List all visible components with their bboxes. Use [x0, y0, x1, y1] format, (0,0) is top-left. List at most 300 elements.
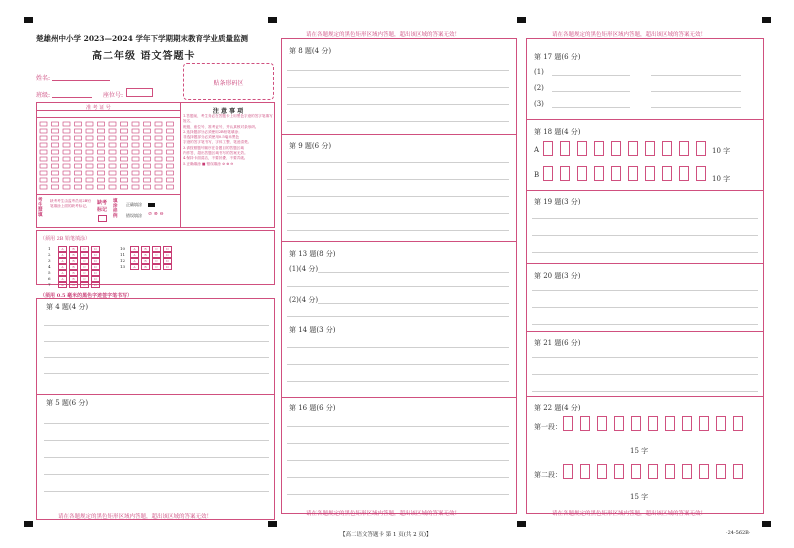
writing-cell[interactable]	[628, 141, 638, 156]
writing-cell[interactable]	[631, 464, 641, 479]
divider	[526, 190, 764, 191]
exam-number-bubble[interactable]	[40, 185, 47, 189]
exam-number-bubble[interactable]	[98, 171, 105, 175]
exam-number-bubble[interactable]	[40, 150, 47, 154]
choice-right-group[interactable]	[120, 246, 174, 270]
exam-number-bubble[interactable]	[167, 150, 174, 154]
divider	[36, 394, 275, 395]
writing-cell[interactable]	[577, 141, 587, 156]
exam-number-bubble[interactable]	[63, 157, 70, 161]
writing-cell[interactable]	[563, 464, 573, 479]
exam-number-bubble[interactable]	[40, 178, 47, 182]
choice-bubble[interactable]: C	[80, 246, 89, 252]
exam-number-bubble[interactable]	[98, 122, 105, 126]
answer-line[interactable]	[651, 75, 741, 76]
choice-bubble[interactable]: B	[141, 264, 150, 270]
exam-number-bubble[interactable]	[86, 185, 93, 189]
answer-line[interactable]	[287, 443, 509, 444]
writing-cell[interactable]	[580, 416, 590, 431]
choice-bubble[interactable]: D	[91, 276, 100, 282]
answer-line[interactable]	[532, 290, 758, 291]
writing-cell[interactable]	[628, 166, 638, 181]
writing-cell[interactable]	[543, 166, 553, 181]
choice-bubble[interactable]: C	[80, 258, 89, 264]
answer-line[interactable]	[651, 107, 741, 108]
exam-number-bubble[interactable]	[167, 185, 174, 189]
choice-bubble[interactable]: B	[141, 252, 150, 258]
exam-number-bubble[interactable]	[144, 185, 151, 189]
exam-number-bubble[interactable]	[132, 136, 139, 140]
exam-number-bubble[interactable]	[132, 185, 139, 189]
class-field[interactable]	[52, 97, 92, 98]
exam-number-bubbles[interactable]	[36, 120, 180, 192]
choice-bubble[interactable]: D	[91, 258, 100, 264]
choice-bubble[interactable]: A	[58, 276, 67, 282]
writing-cell[interactable]	[631, 416, 641, 431]
exam-number-bubble[interactable]	[40, 171, 47, 175]
writing-cell[interactable]	[662, 141, 672, 156]
writing-cell[interactable]	[611, 166, 621, 181]
q18-title: 第 18 题(4 分)	[534, 128, 581, 136]
exam-number-bubble[interactable]	[40, 122, 47, 126]
exam-number-bubble[interactable]	[155, 136, 162, 140]
choice-bubble[interactable]: B	[69, 246, 78, 252]
exam-number-bubble[interactable]	[63, 129, 70, 133]
exam-number-bubble[interactable]	[86, 136, 93, 140]
exam-number-bubble[interactable]	[167, 178, 174, 182]
answer-line[interactable]	[287, 494, 509, 495]
answer-line[interactable]	[532, 218, 758, 219]
writing-cell[interactable]	[648, 416, 658, 431]
exam-number-bubble[interactable]	[121, 171, 128, 175]
answer-line[interactable]	[44, 474, 269, 475]
choice-bubble[interactable]: C	[152, 264, 161, 270]
answer-line[interactable]	[287, 104, 509, 105]
answer-line[interactable]	[532, 357, 758, 358]
writing-cell[interactable]	[699, 416, 709, 431]
exam-number-label: 准 考 证 号	[86, 105, 111, 111]
exam-number-bubble[interactable]	[52, 171, 59, 175]
choice-bubble[interactable]: D	[91, 282, 100, 288]
exam-number-bubble[interactable]	[155, 122, 162, 126]
answer-line[interactable]	[552, 75, 630, 76]
exam-number-bubble[interactable]	[109, 171, 116, 175]
writing-cell[interactable]	[560, 141, 570, 156]
exam-number-bubble[interactable]	[63, 150, 70, 154]
writing-cell[interactable]	[543, 141, 553, 156]
choice-bubble[interactable]: B	[141, 258, 150, 264]
exam-number-bubble[interactable]	[109, 122, 116, 126]
divider	[36, 194, 180, 195]
writing-cell[interactable]	[733, 416, 743, 431]
exam-number-bubble[interactable]	[144, 178, 151, 182]
exam-number-bubble[interactable]	[75, 171, 82, 175]
answer-line[interactable]	[532, 307, 758, 308]
choice-bubble[interactable]: D	[163, 246, 172, 252]
exam-number-bubble[interactable]	[52, 143, 59, 147]
exam-number-bubble[interactable]	[52, 136, 59, 140]
choice-left-group[interactable]	[48, 246, 102, 288]
exam-number-bubble[interactable]	[63, 178, 70, 182]
exam-number-bubble[interactable]	[121, 185, 128, 189]
answer-line[interactable]	[532, 235, 758, 236]
answer-line[interactable]	[287, 121, 509, 122]
exam-number-bubble[interactable]	[167, 164, 174, 168]
exam-number-bubble[interactable]	[86, 164, 93, 168]
writing-cell[interactable]	[716, 416, 726, 431]
q22-p2-label: 第二段：	[534, 471, 562, 479]
choice-bubble[interactable]: C	[80, 264, 89, 270]
choice-bubble[interactable]: C	[152, 246, 161, 252]
q22-title: 第 22 题(4 分)	[534, 404, 581, 412]
exam-number-bubble[interactable]	[121, 136, 128, 140]
exam-number-bubble[interactable]	[86, 178, 93, 182]
writing-cell[interactable]	[563, 416, 573, 431]
exam-number-bubble[interactable]	[86, 157, 93, 161]
choice-bubble[interactable]: A	[130, 252, 139, 258]
writing-cell[interactable]	[645, 141, 655, 156]
exam-number-bubble[interactable]	[144, 143, 151, 147]
writing-cell[interactable]	[716, 464, 726, 479]
answer-line[interactable]	[287, 426, 509, 427]
exam-number-bubble[interactable]	[155, 178, 162, 182]
exam-number-bubble[interactable]	[86, 150, 93, 154]
divider	[281, 134, 517, 135]
writing-cell[interactable]	[699, 464, 709, 479]
exam-number-bubble[interactable]	[52, 178, 59, 182]
exam-number-bubble[interactable]	[132, 164, 139, 168]
choice-bubble[interactable]: C	[152, 258, 161, 264]
choice-bubble[interactable]: A	[58, 270, 67, 276]
exam-number-bubble[interactable]	[98, 178, 105, 182]
exam-number-bubble[interactable]	[52, 157, 59, 161]
answer-line[interactable]	[287, 364, 509, 365]
exam-number-grid[interactable]	[36, 117, 180, 118]
exam-number-bubble[interactable]	[75, 143, 82, 147]
exam-number-bubble[interactable]	[40, 129, 47, 133]
exam-number-bubble[interactable]	[98, 185, 105, 189]
exam-number-bubble[interactable]	[63, 122, 70, 126]
answer-line[interactable]	[532, 252, 758, 253]
choice-bubble[interactable]: C	[80, 252, 89, 258]
writing-cell[interactable]	[733, 464, 743, 479]
exam-number-bubble[interactable]	[144, 164, 151, 168]
answer-line[interactable]	[552, 107, 630, 108]
exam-number-bubble[interactable]	[109, 143, 116, 147]
writing-cell[interactable]	[682, 416, 692, 431]
exam-number-bubble[interactable]	[98, 164, 105, 168]
choice-bubble[interactable]: B	[69, 252, 78, 258]
exam-number-bubble[interactable]	[52, 129, 59, 133]
answer-line[interactable]	[287, 87, 509, 88]
exam-number-bubble[interactable]	[132, 129, 139, 133]
q17-1-label: (1)	[534, 68, 544, 76]
writing-cell[interactable]	[662, 166, 672, 181]
answer-line[interactable]	[44, 357, 269, 358]
absent-checkbox[interactable]	[98, 215, 107, 222]
choice-row	[48, 282, 102, 288]
exam-number-bubble[interactable]	[167, 171, 174, 175]
writing-cell[interactable]	[594, 166, 604, 181]
exam-number-bubble[interactable]	[75, 129, 82, 133]
exam-number-bubble[interactable]	[121, 178, 128, 182]
answer-line[interactable]	[287, 213, 509, 214]
answer-line[interactable]	[287, 70, 509, 71]
exam-number-bubble[interactable]	[121, 122, 128, 126]
exam-number-bubble[interactable]	[155, 157, 162, 161]
exam-number-bubble[interactable]	[144, 171, 151, 175]
answer-line[interactable]	[532, 324, 758, 325]
writing-cell[interactable]	[679, 166, 689, 181]
exam-number-bubble[interactable]	[98, 136, 105, 140]
q21-title: 第 21 题(6 分)	[534, 339, 581, 347]
exam-number-bubble[interactable]	[63, 185, 70, 189]
exam-number-bubble[interactable]	[63, 171, 70, 175]
answer-line[interactable]	[532, 374, 758, 375]
choice-bubble[interactable]: C	[152, 252, 161, 258]
answer-line[interactable]	[287, 179, 509, 180]
exam-number-bubble[interactable]	[144, 136, 151, 140]
choice-bubble[interactable]: A	[130, 246, 139, 252]
exam-number-bubble[interactable]	[144, 129, 151, 133]
exam-number-bubble[interactable]	[121, 129, 128, 133]
notice-title: 注 意 事 项	[212, 108, 244, 115]
exam-number-bubble[interactable]	[132, 143, 139, 147]
exam-number-bubble[interactable]	[40, 143, 47, 147]
choice-bubble[interactable]: A	[58, 264, 67, 270]
answer-line[interactable]	[287, 286, 509, 287]
answer-line[interactable]	[287, 162, 509, 163]
wrong-fill-sample: ⊘ ⊗ ⊖	[148, 211, 164, 217]
exam-number-bubble[interactable]	[63, 164, 70, 168]
exam-number-bubble[interactable]	[98, 143, 105, 147]
choice-bubble[interactable]: A	[58, 246, 67, 252]
exam-number-bubble[interactable]	[75, 150, 82, 154]
exam-number-bubble[interactable]	[155, 164, 162, 168]
writing-cell[interactable]	[614, 464, 624, 479]
writing-cell[interactable]	[560, 166, 570, 181]
answer-line[interactable]	[318, 272, 509, 273]
notice-line: 内作答，超出答题区域书写的答案无效。	[183, 151, 248, 156]
writing-cell[interactable]	[648, 464, 658, 479]
answer-line[interactable]	[44, 440, 269, 441]
question-number: 5	[48, 270, 51, 275]
absent-label: 缺考标记	[96, 200, 107, 213]
choice-bubble[interactable]: D	[91, 252, 100, 258]
exam-number-bubble[interactable]	[144, 122, 151, 126]
exam-number-bubble[interactable]	[109, 185, 116, 189]
warning-text: 请在各题规定的黑色矩形区域内答题，超出该区域的答案无效！	[552, 32, 707, 38]
writing-cell[interactable]	[577, 166, 587, 181]
exam-number-bubble[interactable]	[167, 122, 174, 126]
choice-row	[120, 264, 174, 270]
q18-b-count: 10 字	[712, 175, 731, 183]
exam-number-bubble[interactable]	[75, 185, 82, 189]
exam-number-bubble[interactable]	[132, 150, 139, 154]
exam-number-bubble[interactable]	[40, 157, 47, 161]
notice-line: 5.正确填涂 ■ 错误填涂 ⊘ ⊗ ⊖	[183, 161, 234, 166]
answer-line[interactable]	[287, 381, 509, 382]
q22-p2-count: 15 字	[630, 493, 649, 501]
writing-cell[interactable]	[597, 416, 607, 431]
answer-line[interactable]	[44, 491, 269, 492]
answer-line[interactable]	[44, 325, 269, 326]
q13-2-label: (2)(4 分)	[289, 296, 319, 304]
writing-cell[interactable]	[696, 166, 706, 181]
answer-line[interactable]	[44, 423, 269, 424]
exam-number-bubble[interactable]	[155, 185, 162, 189]
exam-number-bubble[interactable]	[98, 157, 105, 161]
exam-number-bubble[interactable]	[75, 178, 82, 182]
exam-number-bubble[interactable]	[109, 164, 116, 168]
exam-number-bubble[interactable]	[109, 129, 116, 133]
answer-line[interactable]	[287, 477, 509, 478]
question-number: 3	[48, 258, 51, 263]
exam-number-bubble[interactable]	[167, 157, 174, 161]
choice-bubble[interactable]: B	[69, 270, 78, 276]
choice-bubble[interactable]: C	[80, 270, 89, 276]
answer-line[interactable]	[44, 457, 269, 458]
choice-bubble[interactable]: D	[91, 270, 100, 276]
notice-line: 1.答题前，考生务必在答题卡上用黑色字迹的签字笔填写姓名、	[183, 114, 273, 124]
exam-number-bubble[interactable]	[132, 178, 139, 182]
exam-number-bubble[interactable]	[86, 122, 93, 126]
exam-number-bubble[interactable]	[86, 129, 93, 133]
exam-number-bubble[interactable]	[109, 136, 116, 140]
absent-note: 缺考考生由监考员用2B铅笔填涂上面的缺考标记。	[50, 199, 91, 208]
answer-line[interactable]	[651, 91, 741, 92]
exam-number-bubble[interactable]	[132, 122, 139, 126]
exam-number-bubble[interactable]	[75, 136, 82, 140]
choice-bubble[interactable]: A	[130, 264, 139, 270]
question-number: 7	[48, 282, 51, 287]
choice-bubble[interactable]: B	[69, 282, 78, 288]
choice-bubble[interactable]: D	[91, 264, 100, 270]
question-number: 10	[120, 246, 126, 251]
exam-number-bubble[interactable]	[155, 171, 162, 175]
exam-number-bubble[interactable]	[144, 150, 151, 154]
choice-bubble[interactable]: A	[58, 258, 67, 264]
teacher-fill-label: 考生禁填	[38, 198, 43, 218]
choice-bubble[interactable]: A	[58, 282, 67, 288]
choice-bubble[interactable]: D	[91, 246, 100, 252]
registration-mark	[268, 17, 277, 23]
answer-line[interactable]	[287, 347, 509, 348]
exam-number-bubble[interactable]	[121, 150, 128, 154]
exam-number-bubble[interactable]	[132, 171, 139, 175]
exam-number-bubble[interactable]	[167, 136, 174, 140]
writing-cell[interactable]	[611, 141, 621, 156]
writing-cell[interactable]	[597, 464, 607, 479]
exam-number-bubble[interactable]	[63, 136, 70, 140]
warning-text: 请在各题规定的黑色矩形区域内答题，超出该区域的答案无效！	[306, 32, 461, 38]
exam-number-bubble[interactable]	[52, 185, 59, 189]
exam-number-bubble[interactable]	[132, 157, 139, 161]
choice-bubble[interactable]: B	[69, 258, 78, 264]
choice-bubble[interactable]: D	[163, 258, 172, 264]
answer-line[interactable]	[287, 196, 509, 197]
answer-line[interactable]	[287, 316, 509, 317]
name-field[interactable]	[52, 80, 110, 81]
exam-number-bubble[interactable]	[167, 143, 174, 147]
registration-mark	[268, 521, 277, 527]
answer-line[interactable]	[44, 341, 269, 342]
writing-cell[interactable]	[665, 464, 675, 479]
writing-cell[interactable]	[594, 141, 604, 156]
writing-cell[interactable]	[614, 416, 624, 431]
divider	[526, 263, 764, 264]
q20-title: 第 20 题(3 分)	[534, 272, 581, 280]
bubble-grid[interactable]	[36, 120, 180, 192]
exam-number-bubble[interactable]	[109, 178, 116, 182]
choice-bubble[interactable]: D	[163, 252, 172, 258]
writing-cell[interactable]	[580, 464, 590, 479]
writing-cell[interactable]	[665, 416, 675, 431]
answer-line[interactable]	[44, 373, 269, 374]
answer-line[interactable]	[287, 460, 509, 461]
exam-number-bubble[interactable]	[109, 157, 116, 161]
writing-cell[interactable]	[682, 464, 692, 479]
exam-number-bubble[interactable]	[52, 150, 59, 154]
choice-bubble[interactable]: B	[69, 276, 78, 282]
exam-number-bubble[interactable]	[98, 150, 105, 154]
exam-number-bubble[interactable]	[52, 122, 59, 126]
choice-bubble[interactable]: D	[163, 264, 172, 270]
writing-cell[interactable]	[696, 141, 706, 156]
exam-number-bubble[interactable]	[98, 129, 105, 133]
writing-cell[interactable]	[645, 166, 655, 181]
writing-cell[interactable]	[679, 141, 689, 156]
warning-text: 请在各题规定的黑色矩形区域内答题，超出该区域的答案无效！	[552, 511, 707, 517]
barcode-area	[183, 63, 274, 100]
exam-number-bubble[interactable]	[40, 136, 47, 140]
choice-bubble[interactable]: A	[58, 252, 67, 258]
answer-line[interactable]	[552, 91, 630, 92]
exam-number-bubble[interactable]	[75, 164, 82, 168]
exam-number-bubble[interactable]	[121, 157, 128, 161]
choice-bubble[interactable]: B	[69, 264, 78, 270]
exam-number-bubble[interactable]	[63, 143, 70, 147]
divider	[36, 110, 180, 111]
right-fill-label: 正确填涂	[126, 202, 142, 207]
q8-title: 第 8 题(4 分)	[289, 47, 332, 55]
exam-number-bubble[interactable]	[86, 143, 93, 147]
choice-bubble[interactable]: A	[130, 258, 139, 264]
exam-number-bubble[interactable]	[167, 129, 174, 133]
seat-field[interactable]	[126, 88, 153, 97]
exam-number-bubble[interactable]	[121, 143, 128, 147]
choice-bubble[interactable]: C	[80, 282, 89, 288]
exam-number-bubble[interactable]	[109, 150, 116, 154]
answer-line[interactable]	[318, 303, 509, 304]
answer-line[interactable]	[287, 230, 509, 231]
q14-title: 第 14 题(3 分)	[289, 326, 336, 334]
exam-number-bubble[interactable]	[75, 157, 82, 161]
exam-number-bubble[interactable]	[144, 157, 151, 161]
exam-number-bubble[interactable]	[86, 171, 93, 175]
divider	[526, 396, 764, 397]
choice-bubble[interactable]: C	[80, 276, 89, 282]
exam-number-bubble[interactable]	[155, 143, 162, 147]
exam-number-bubble[interactable]	[75, 122, 82, 126]
choice-bubble[interactable]: B	[141, 246, 150, 252]
exam-number-bubble[interactable]	[40, 164, 47, 168]
answer-line[interactable]	[532, 391, 758, 392]
exam-number-bubble[interactable]	[155, 150, 162, 154]
exam-number-bubble[interactable]	[121, 164, 128, 168]
exam-number-bubble[interactable]	[52, 164, 59, 168]
exam-number-bubble[interactable]	[155, 129, 162, 133]
